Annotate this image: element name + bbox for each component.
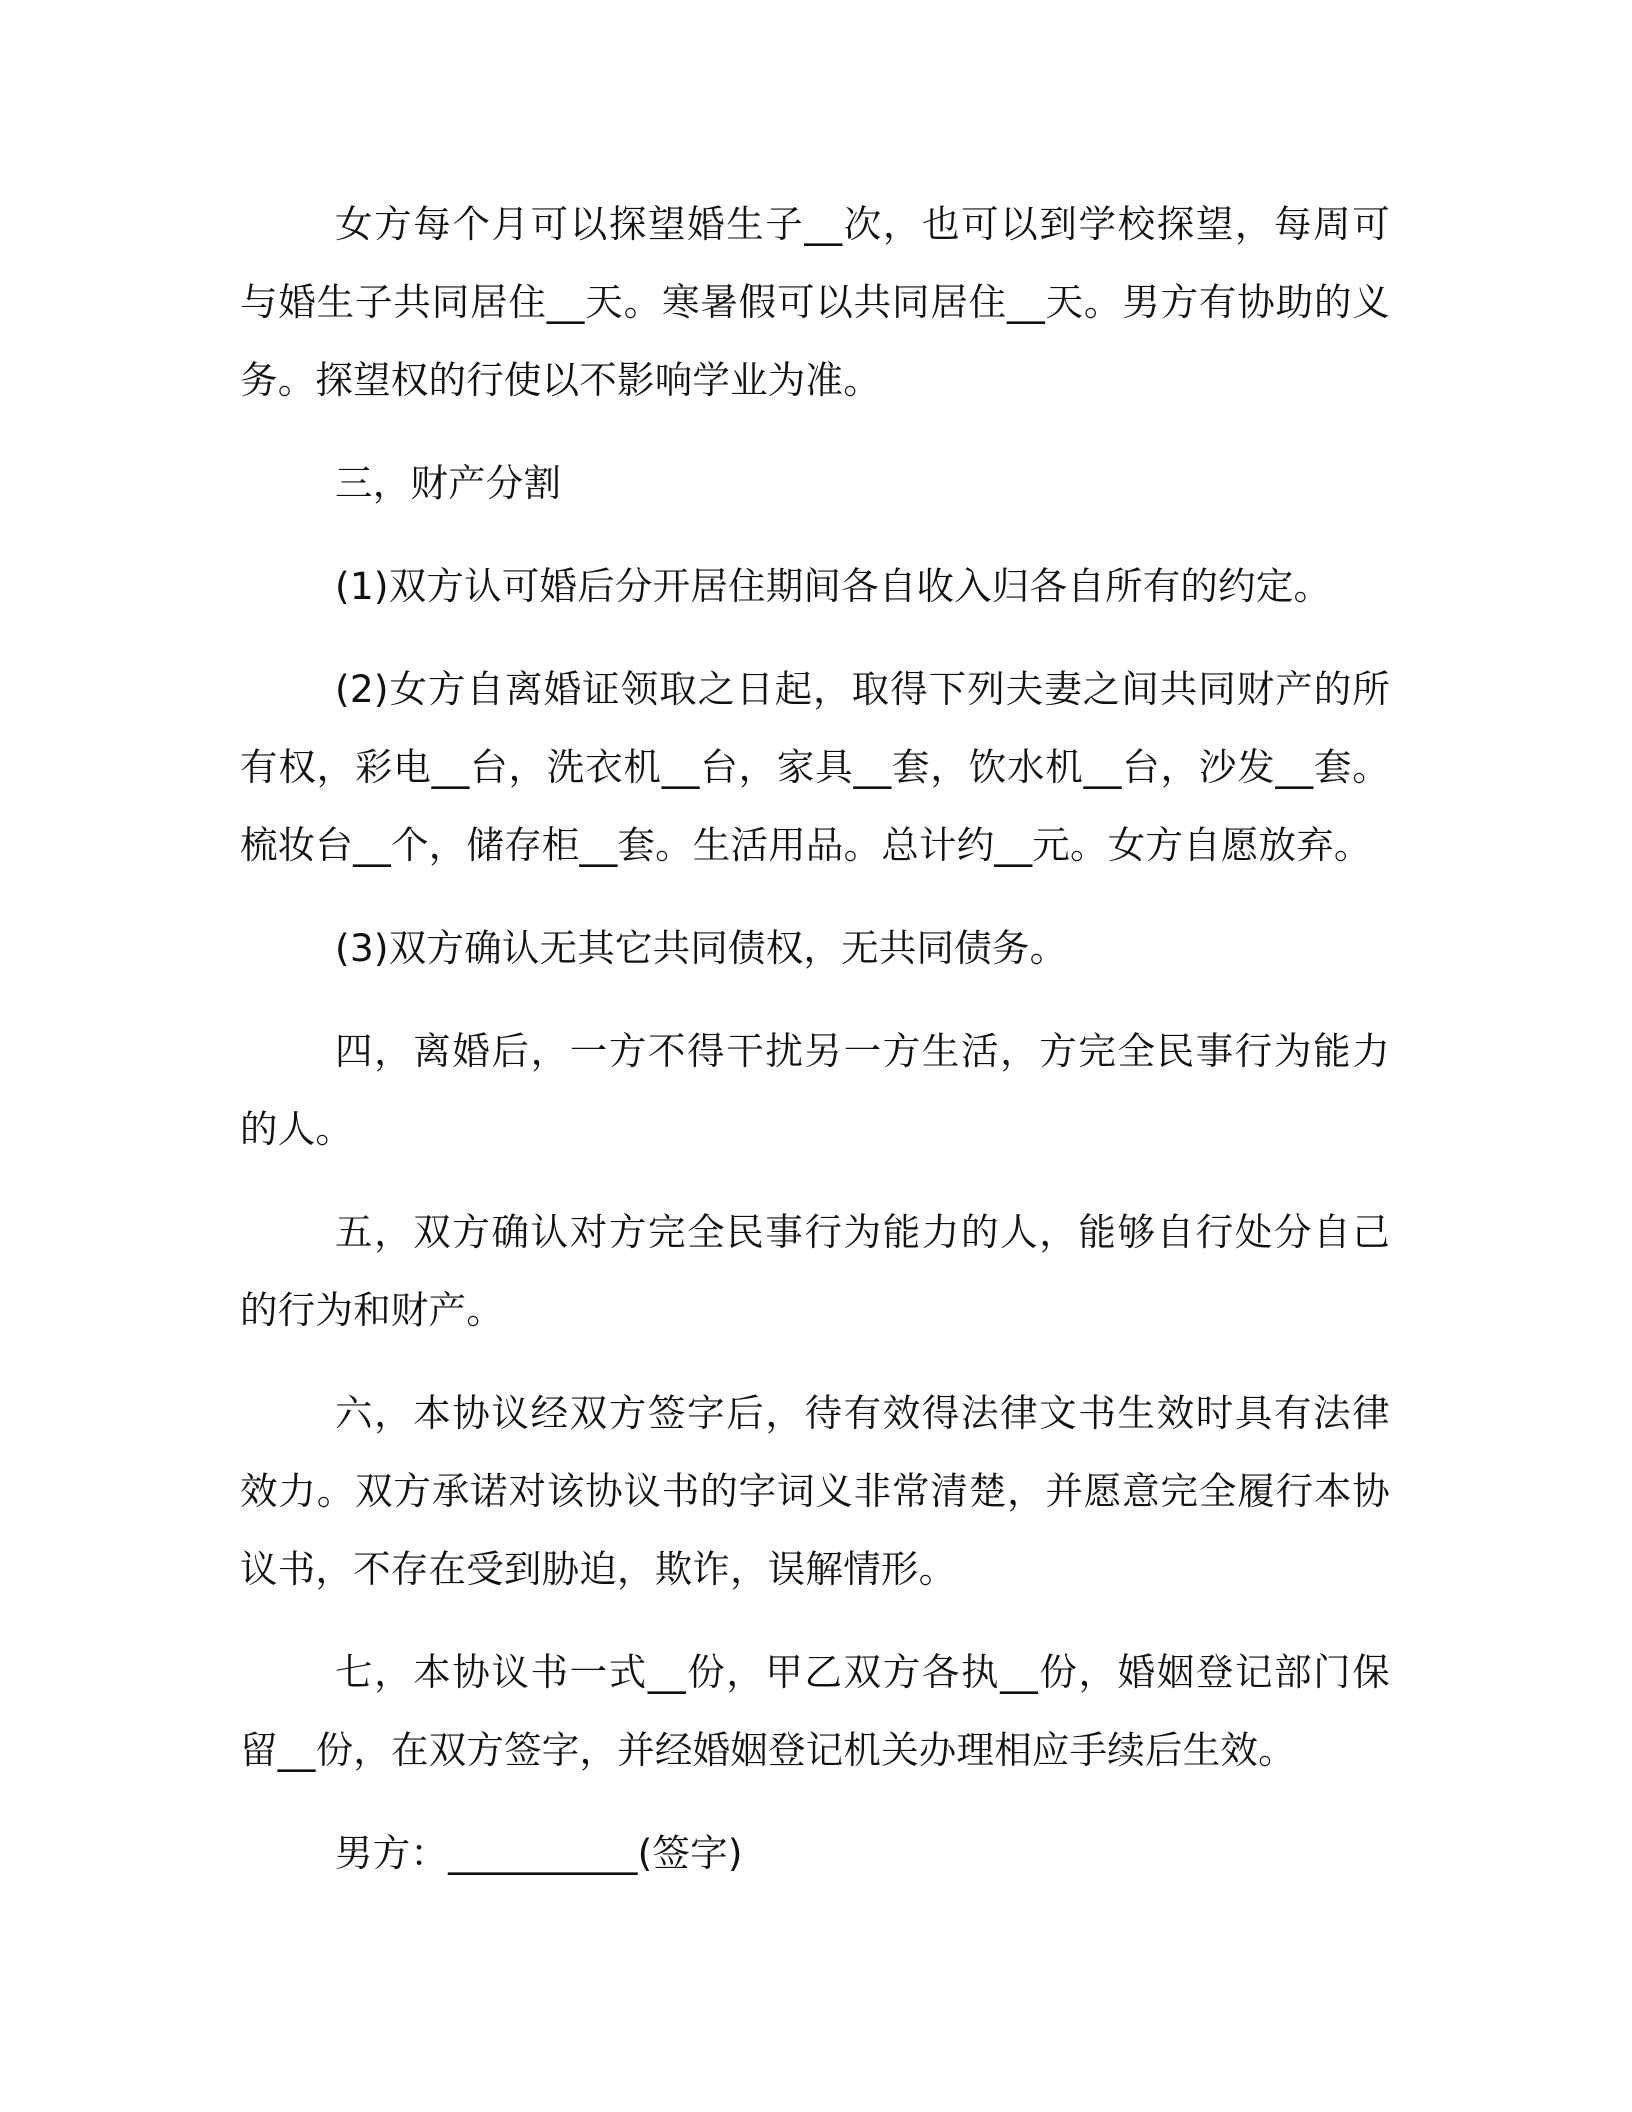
property-clause-1: (1)双方认可婚后分开居住期间各自收入归各自所有的约定。	[335, 564, 1332, 608]
section-six-paragraph: 六，本协议经双方签字后，待有效得法律文书生效时具有法律效力。双方承诺对该协议书的字词义非常清楚，并愿意完全履行本协议书，不存在受到胁迫，欺诈，误解情形。	[240, 1391, 1390, 1591]
male-signature-line: 男方：__________(签字)	[335, 1831, 743, 1875]
visitation-paragraph: 女方每个月可以探望婚生子__次，也可以到学校探望，每周可与婚生子共同居住__天。寒暑假可以共同居住__天。男方有协助的义务。探望权的行使以不影响学业为准。	[240, 202, 1390, 402]
section-four-paragraph: 四，离婚后，一方不得干扰另一方生活，方完全民事行为能力的人。	[240, 1029, 1390, 1151]
section-seven-paragraph: 七，本协议书一式__份，甲乙双方各执__份，婚姻登记部门保留__份，在双方签字，并经婚姻登记机关办理相应手续后生效。	[240, 1650, 1390, 1772]
section-five-paragraph: 五，双方确认对方完全民事行为能力的人，能够自行处分自己的行为和财产。	[240, 1210, 1390, 1332]
section-three-heading: 三，财产分割	[335, 461, 562, 505]
property-clause-2: (2)女方自离婚证领取之日起，取得下列夫妻之间共同财产的所有权，彩电__台，洗衣机__台，家具__套，饮水机__台，沙发__套。梳妆台__个，储存柜__套。生活用品。总计约__元。女方自愿放弃。	[240, 667, 1390, 867]
property-clause-3: (3)双方确认无其它共同债权，无共同债务。	[335, 926, 1068, 970]
document-page	[240, 185, 1390, 1892]
